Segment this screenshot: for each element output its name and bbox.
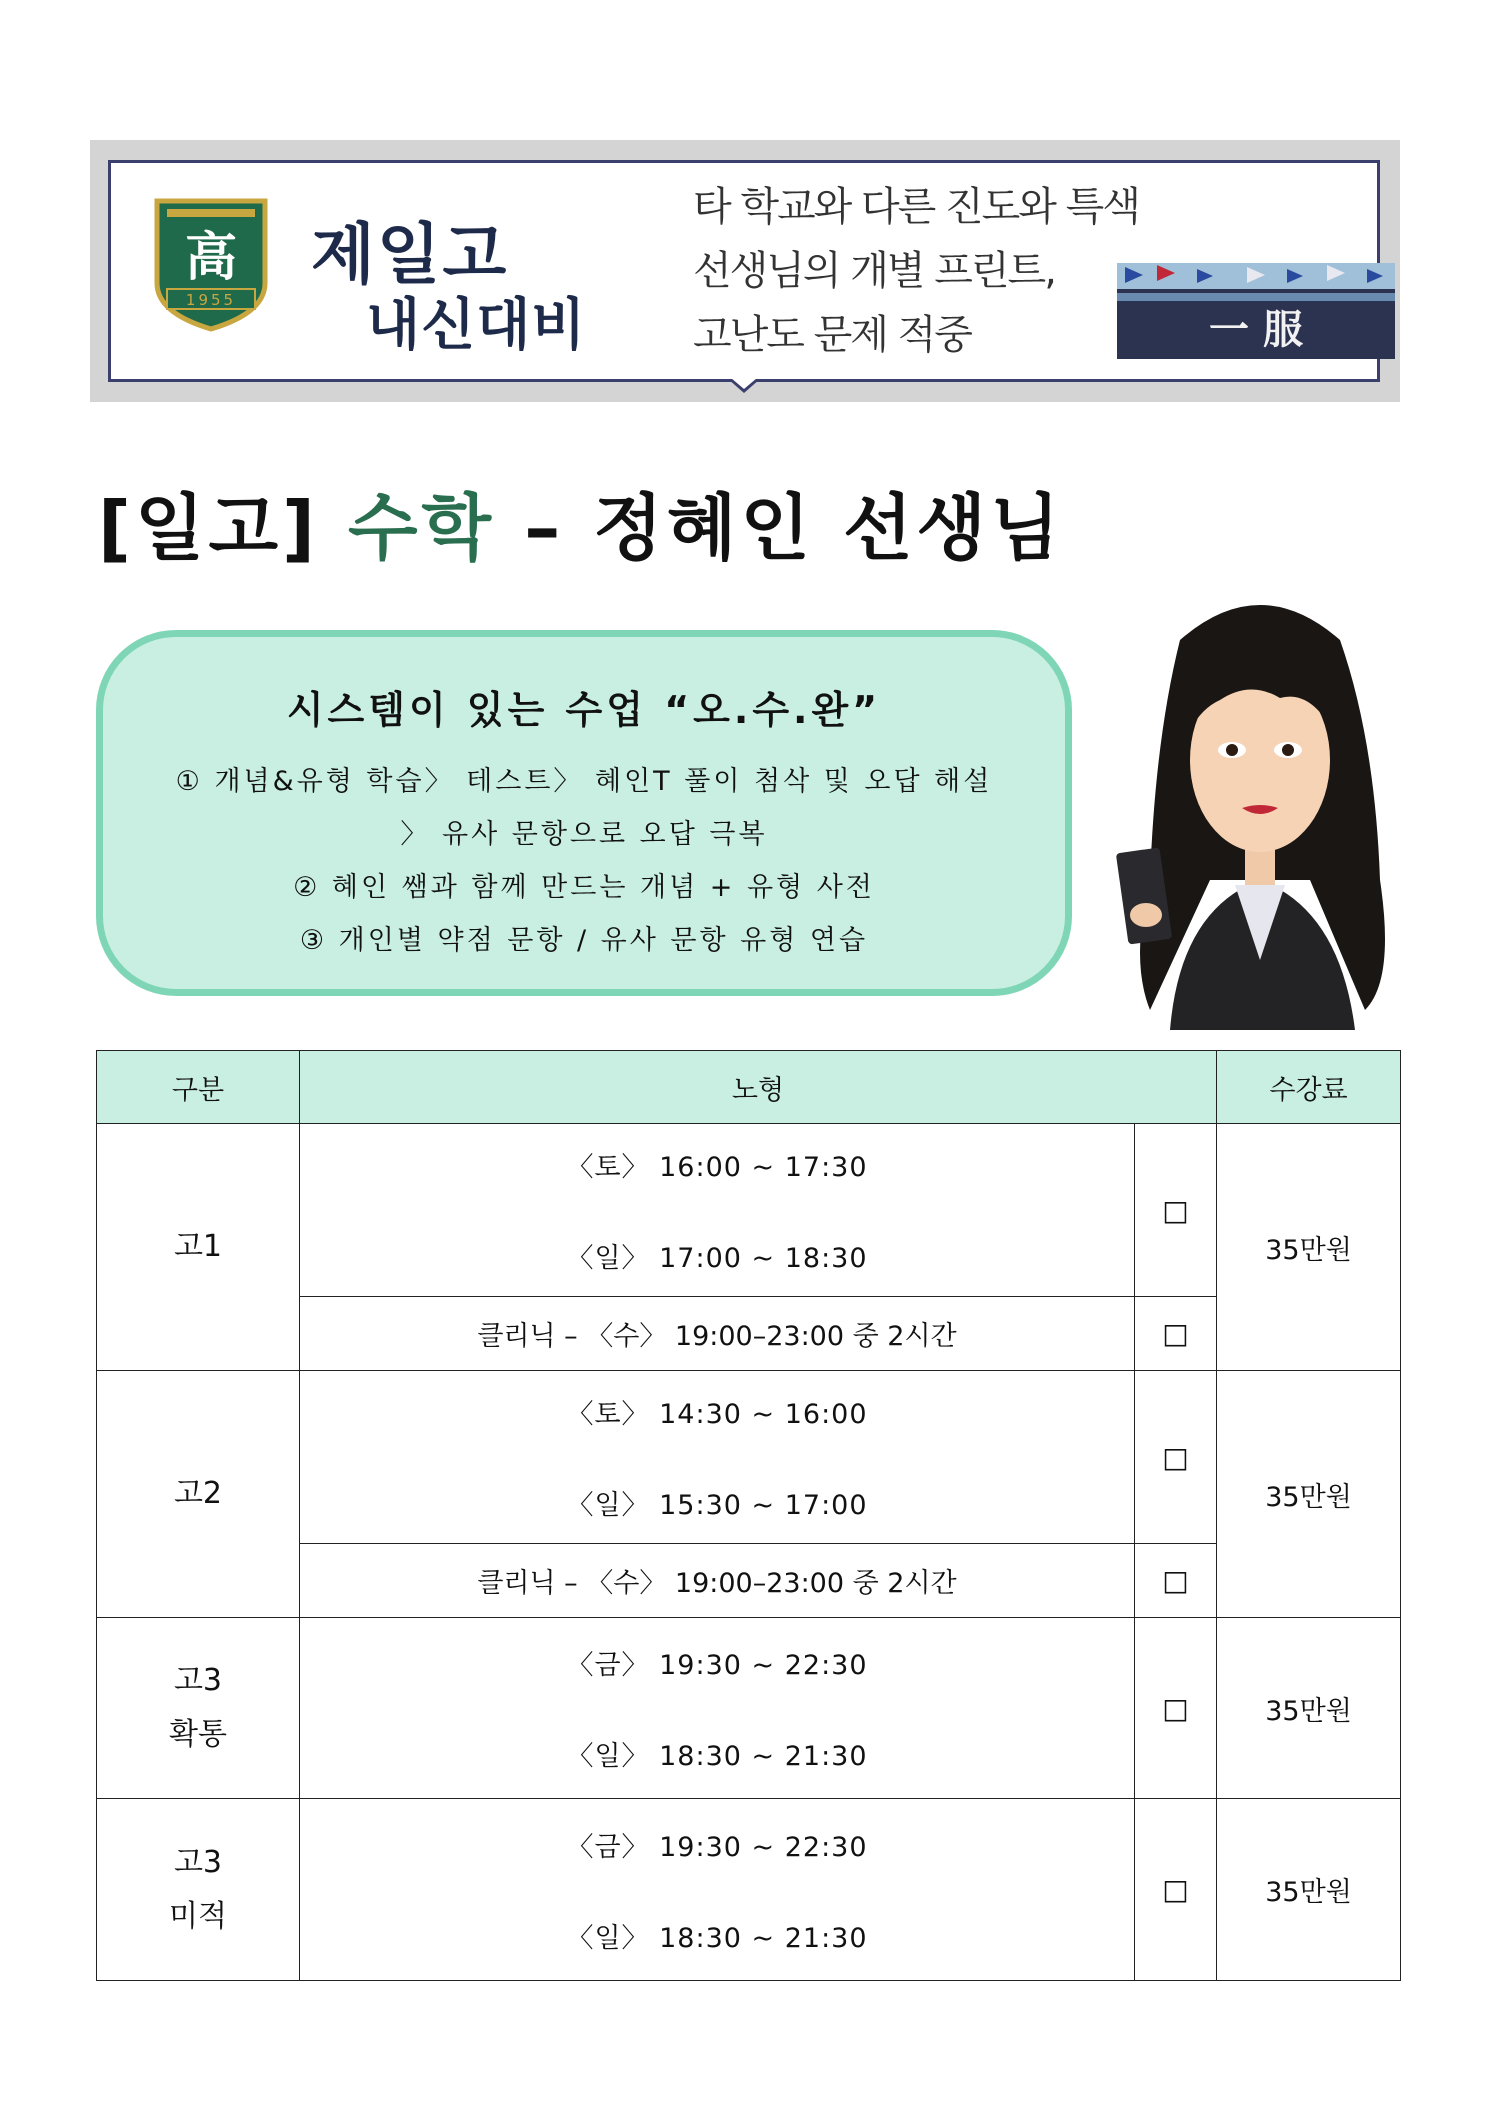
grade-label: 고2 (173, 1476, 223, 1511)
tagline-line: 선생님의 개별 프린트, (693, 248, 1055, 294)
fee-cell: 35만원 (1217, 1618, 1401, 1799)
title-prefix: [일고] (98, 486, 319, 570)
time-slot: 〈토〉 14:30 ~ 16:00 (566, 1399, 868, 1430)
time-slot: 〈일〉 15:30 ~ 17:00 (566, 1490, 868, 1521)
checkbox[interactable]: □ (1135, 1124, 1217, 1297)
time-cell (300, 1799, 1135, 1981)
method-box (96, 630, 1072, 996)
grade-cell (97, 1371, 300, 1618)
tagline-line: 고난도 문제 적중 (693, 312, 971, 358)
stadium-photo (1117, 263, 1395, 359)
tagline (693, 175, 1139, 367)
table-row (97, 1124, 1401, 1297)
checkbox[interactable]: □ (1135, 1544, 1217, 1618)
time-slot: 〈일〉 17:00 ~ 18:30 (566, 1243, 868, 1274)
emblem-character: 高 (184, 227, 238, 288)
time-cell (300, 1618, 1135, 1799)
clinic-cell: 클리닉 – 〈수〉 19:00–23:00 중 2시간 (300, 1544, 1135, 1618)
grade-cell (97, 1618, 300, 1799)
checkbox[interactable]: □ (1135, 1618, 1217, 1799)
teacher-caricature (1110, 580, 1410, 1030)
page-title (98, 470, 1064, 574)
header-category: 구분 (97, 1051, 300, 1124)
method-line: ② 혜인 쌤과 함께 만드는 개념 + 유형 사전 (293, 872, 875, 903)
method-line: ③ 개인별 약점 문항 / 유사 문항 유형 연습 (299, 925, 869, 956)
schedule-grid (96, 1050, 1401, 1981)
grade-cell (97, 1124, 300, 1371)
time-slot: 〈일〉 18:30 ~ 21:30 (566, 1922, 868, 1954)
grade-cell (97, 1799, 300, 1981)
clinic-cell: 클리닉 – 〈수〉 19:00–23:00 중 2시간 (300, 1297, 1135, 1371)
fee-cell: 35만원 (1217, 1799, 1401, 1981)
time-slot: 〈토〉 16:00 ~ 17:30 (566, 1152, 868, 1183)
table-row (97, 1618, 1401, 1799)
checkbox[interactable]: □ (1135, 1799, 1217, 1981)
header-schedule: 노형 (300, 1051, 1217, 1124)
title-teacher: 정혜인 선생님 (593, 486, 1064, 570)
method-line: 〉 유사 문항으로 오답 극복 (400, 819, 768, 850)
method-heading: 시스템이 있는 수업 “오.수.완” (286, 688, 882, 732)
table-row (97, 1371, 1401, 1544)
title-subject: 수학 (348, 486, 496, 570)
fee-cell: 35만원 (1217, 1371, 1401, 1618)
schedule-table (96, 1050, 1400, 1981)
banner-notch-fill (731, 378, 757, 389)
time-slot: 〈일〉 18:30 ~ 21:30 (566, 1741, 868, 1772)
school-name: 제일고 (311, 216, 509, 293)
table-header-row (97, 1051, 1401, 1124)
grade-sublabel: 확통 (169, 1717, 227, 1752)
method-line: ① 개념&유형 학습〉 테스트〉 혜인T 풀이 첨삭 및 오답 해설 (175, 766, 993, 797)
stadium-card-text: 一 服 (1209, 307, 1303, 353)
table-row (97, 1799, 1401, 1981)
header-fee: 수강료 (1217, 1051, 1401, 1124)
banner (90, 140, 1400, 402)
time-slot: 〈금〉 19:30 ~ 22:30 (566, 1650, 868, 1681)
time-slot: 〈금〉 19:30 ~ 22:30 (566, 1831, 868, 1863)
time-cell (300, 1371, 1135, 1544)
checkbox[interactable]: □ (1135, 1297, 1217, 1371)
banner-frame (108, 160, 1380, 382)
title-dash: – (524, 486, 565, 570)
school-subtitle: 내신대비 (366, 293, 587, 358)
grade-label: 고1 (173, 1229, 223, 1264)
tagline-line: 타 학교와 다른 진도와 특색 (693, 184, 1139, 230)
grade-label: 고3 (173, 1844, 223, 1880)
grade-label: 고3 (173, 1663, 223, 1698)
checkbox[interactable]: □ (1135, 1371, 1217, 1544)
fee-cell: 35만원 (1217, 1124, 1401, 1371)
grade-sublabel: 미적 (169, 1898, 227, 1934)
time-cell (300, 1124, 1135, 1297)
emblem-year: 1955 (185, 291, 237, 309)
school-emblem-icon (151, 195, 271, 333)
